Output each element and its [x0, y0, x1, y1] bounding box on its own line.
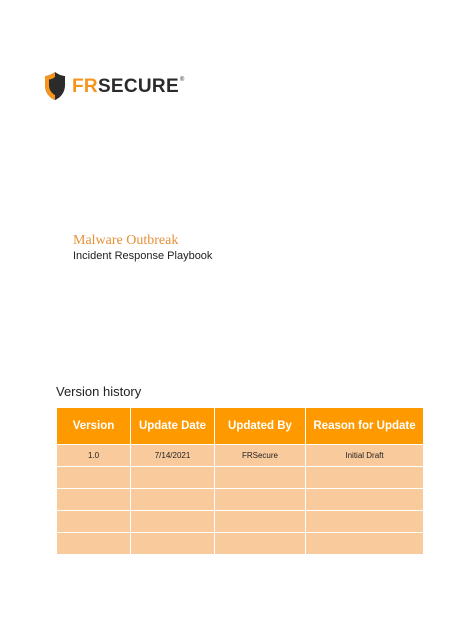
column-header-version: Version — [57, 408, 131, 445]
table-cell — [306, 489, 424, 511]
table-cell — [131, 533, 215, 555]
table-cell — [306, 467, 424, 489]
table-cell — [57, 511, 131, 533]
version-history-heading: Version history — [56, 384, 142, 399]
column-header-update-date: Update Date — [131, 408, 215, 445]
table-cell — [57, 467, 131, 489]
logo-fr-text: FR — [72, 75, 98, 97]
table-cell: 1.0 — [57, 445, 131, 467]
table-cell — [57, 533, 131, 555]
document-title: Malware Outbreak — [73, 233, 179, 248]
table-row — [57, 533, 424, 555]
table-cell — [131, 511, 215, 533]
shield-icon — [44, 71, 66, 101]
table-cell: Initial Draft — [306, 445, 424, 467]
table-cell — [215, 467, 306, 489]
table-cell: FRSecure — [215, 445, 306, 467]
table-row — [57, 489, 424, 511]
column-header-reason: Reason for Update — [306, 408, 424, 445]
version-history-table — [56, 407, 424, 555]
table-row — [57, 445, 424, 467]
table-cell — [57, 489, 131, 511]
column-header-updated-by: Updated By — [215, 408, 306, 445]
table-row — [57, 511, 424, 533]
logo-secure-text: SECURE — [97, 75, 179, 97]
table-cell — [215, 489, 306, 511]
logo-wordmark — [72, 77, 185, 96]
table-cell: 7/14/2021 — [131, 445, 215, 467]
table-header-row — [57, 408, 424, 445]
table-cell — [131, 489, 215, 511]
frsecure-logo — [44, 70, 185, 102]
table-cell — [131, 467, 215, 489]
table-cell — [215, 533, 306, 555]
table-cell — [306, 533, 424, 555]
logo-trademark: ® — [179, 76, 185, 83]
document-subtitle: Incident Response Playbook — [73, 250, 213, 262]
table-cell — [306, 511, 424, 533]
table-cell — [215, 511, 306, 533]
table-row — [57, 467, 424, 489]
